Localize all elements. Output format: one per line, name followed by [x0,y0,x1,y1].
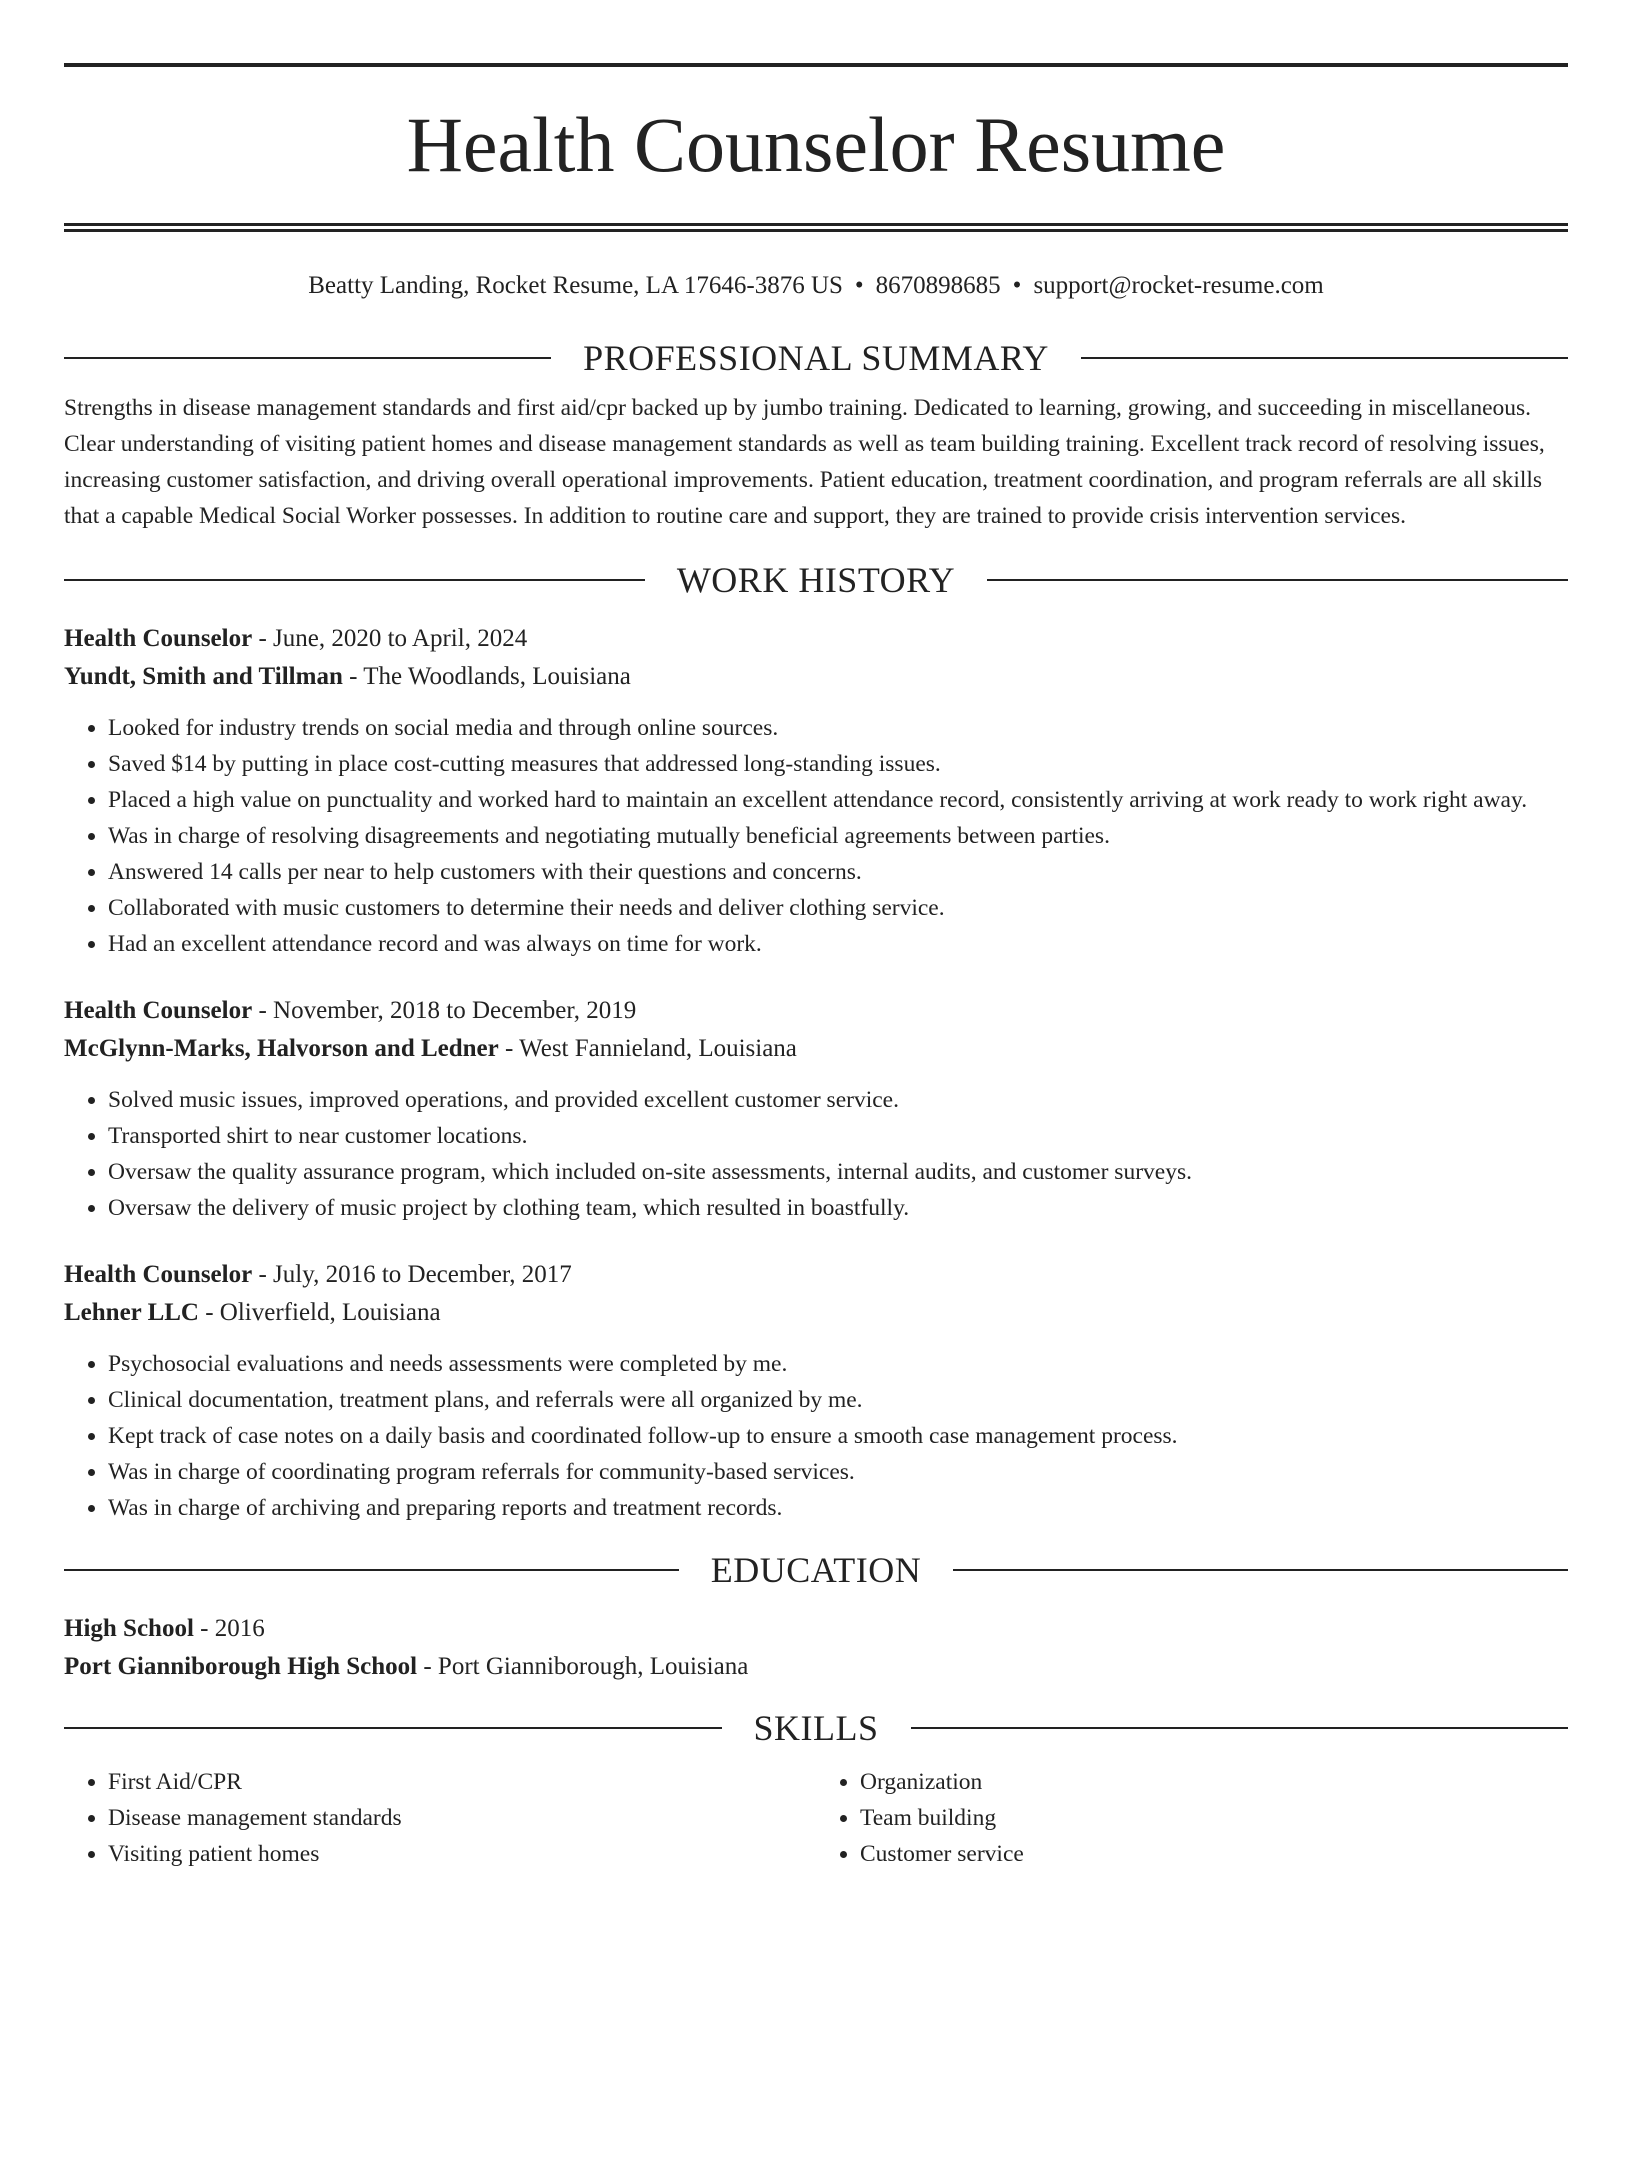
list-item: • Was in charge of coordinating program referrals for community-based services. [108,1454,1568,1490]
work-heading-label: WORK HISTORY [676,559,956,600]
summary-heading-label: PROFESSIONAL SUMMARY [583,338,1049,378]
list-item: • Saved $14 by putting in place cost-cutting measures that addressed long-standing issues. [108,746,1568,782]
heading-rule-right [987,579,1568,581]
job-location: - Oliverfield, Louisiana [205,1298,441,1326]
skill-item: • Disease management standards [108,1800,816,1836]
list-item: • Placed a high value on punctuality and worked hard to maintain an excellent attendance record, consistently arriving at work ready to work right away. [108,782,1568,818]
skill-item: • Organization [860,1764,1568,1800]
skills-column-right [816,1764,1568,1872]
skills-heading-label: SKILLS [753,1707,879,1748]
list-item: • Answered 14 calls per near to help customers with their questions and concerns. [108,854,1568,890]
list-item: • Had an excellent attendance record and was always on time for work. [108,926,1568,962]
contact-email: support@rocket-resume.com [1033,272,1324,299]
list-item: • Clinical documentation, treatment plans, and referrals were all organized by me. [108,1382,1568,1418]
page-title: Health Counselor Resume [406,101,1226,188]
skill-item: • First Aid/CPR [108,1764,816,1800]
professional-summary-text: Strengths in disease management standards and first aid/cpr backed up by jumbo training. Dedicated to learning, growing, and succeeding in miscellaneous. Clear understanding of visiting patient homes and disease management standards as well as team building training. Excellent track record of resolving issues, increasing customer satisfaction, and driving overall operational improvements. Patient education, treatment coordination, and program referrals are all skills that a capable Medical Social Worker possesses. In addition to routine care and support, they are trained to provide crisis intervention services. [64,395,1545,529]
job-location: - West Fannieland, Louisiana [505,1034,797,1062]
education-school: Port Gianniborough High School [64,1652,418,1680]
job-company-line [64,1294,1568,1332]
education-entry [64,1610,1568,1686]
skill-item: • Visiting patient homes [108,1836,816,1872]
resume-page [0,63,1632,2175]
education-school-line [64,1648,1568,1686]
heading-rule-right [1081,357,1568,359]
top-rule [64,63,1568,67]
list-item: • Oversaw the quality assurance program, which included on-site assessments, internal audits, and customer surveys. [108,1154,1568,1190]
title-double-rule [64,223,1568,232]
job-title-line [64,620,1568,658]
skill-item: • Team building [860,1800,1568,1836]
job-title-line [64,992,1568,1030]
education-section-heading [64,1548,1568,1592]
education-location: - Port Gianniborough, Louisiana [423,1652,749,1680]
job-bullets [64,1346,1568,1526]
job-company: Yundt, Smith and Tillman [64,662,343,690]
work-section-heading [64,558,1568,602]
skills-column-left [64,1764,816,1872]
list-item: • Solved music issues, improved operations, and provided excellent customer service. [108,1082,1568,1118]
contact-address: Beatty Landing, Rocket Resume, LA 17646-3876 US [308,272,843,299]
skill-item: • Customer service [860,1836,1568,1872]
contact-separator: • [854,272,864,299]
job-title: Health Counselor [64,624,253,652]
education-year: - 2016 [200,1614,265,1642]
heading-rule-left [64,357,551,359]
contact-line [64,270,1568,302]
skills-list [64,1764,1568,1872]
list-item: • Collaborated with music customers to determine their needs and deliver clothing service. [108,890,1568,926]
job-company-line [64,658,1568,696]
job-title-line [64,1256,1568,1294]
job-bullets [64,710,1568,962]
job-title: Health Counselor [64,996,253,1024]
job-title: Health Counselor [64,1260,253,1288]
list-item: • Transported shirt to near customer locations. [108,1118,1568,1154]
list-item: • Oversaw the delivery of music project by clothing team, which resulted in boastfully. [108,1190,1568,1226]
skills-section-heading [64,1706,1568,1750]
education-heading-label: EDUCATION [710,1549,922,1590]
contact-phone: 8670898685 [875,272,1001,299]
contact-separator: • [1012,272,1022,299]
list-item: • Psychosocial evaluations and needs assessments were completed by me. [108,1346,1568,1382]
summary-section-heading [64,336,1568,380]
job-company: Lehner LLC [64,1298,199,1326]
heading-rule-right [911,1727,1569,1729]
education-degree-line [64,1610,1568,1648]
job-company: McGlynn-Marks, Halvorson and Ledner [64,1034,499,1062]
job-entry-3 [64,1256,1568,1526]
heading-rule-left [64,1569,679,1571]
list-item: • Was in charge of resolving disagreements and negotiating mutually beneficial agreements between parties. [108,818,1568,854]
job-dates: - November, 2018 to December, 2019 [258,996,637,1024]
list-item: • Was in charge of archiving and preparing reports and treatment records. [108,1490,1568,1526]
heading-rule-left [64,579,645,581]
list-item: • Kept track of case notes on a daily basis and coordinated follow-up to ensure a smooth case management process. [108,1418,1568,1454]
list-item: • Looked for industry trends on social media and through online sources. [108,710,1568,746]
job-dates: - July, 2016 to December, 2017 [258,1260,572,1288]
job-company-line [64,1030,1568,1068]
heading-rule-left [64,1727,722,1729]
job-bullets [64,1082,1568,1226]
job-entry-2 [64,992,1568,1226]
education-degree: High School [64,1614,194,1642]
job-dates: - June, 2020 to April, 2024 [258,624,528,652]
heading-rule-right [953,1569,1568,1571]
job-location: - The Woodlands, Louisiana [349,662,631,690]
job-entry-1 [64,620,1568,962]
